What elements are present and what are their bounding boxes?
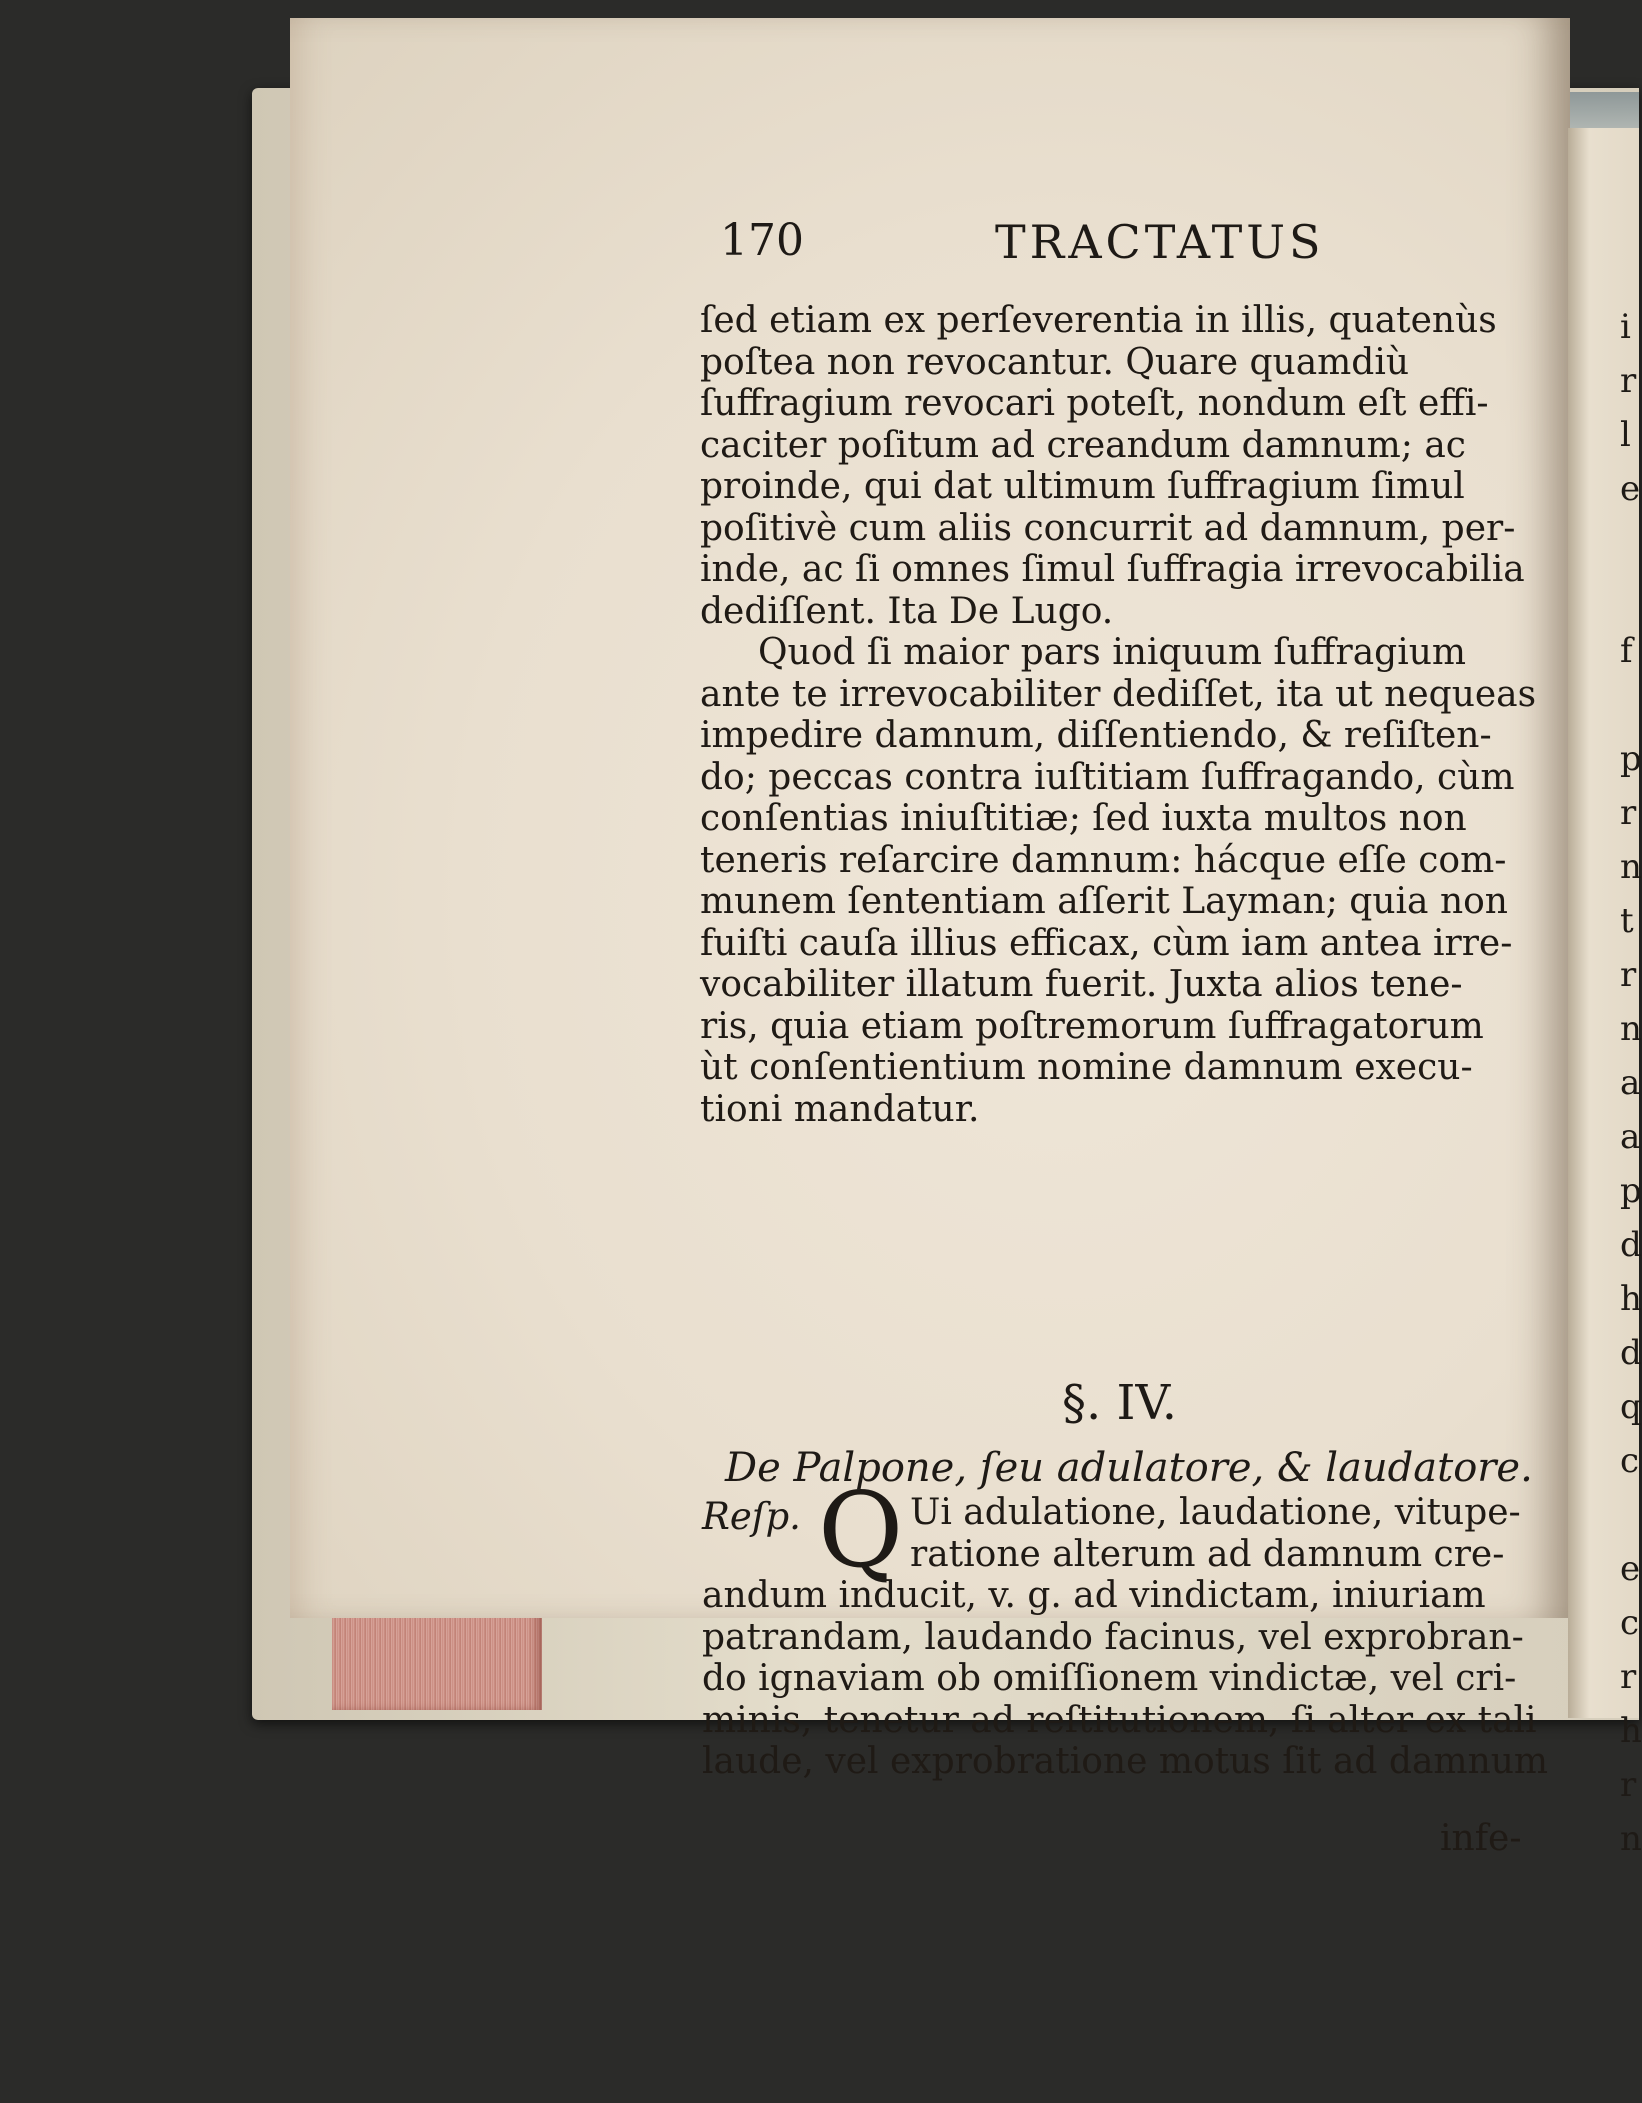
- page-number: 170: [720, 215, 804, 266]
- text-line: proinde, qui dat ultimum ſuffragium ſimul: [700, 466, 1465, 507]
- text-line: tioni mandatur.: [700, 1088, 980, 1130]
- text-line: dediſſent. Ita De Lugo.: [700, 590, 1114, 632]
- catchword: infe-: [1440, 1818, 1522, 1859]
- text-line: Quod ſi maior pars iniquum ſuffragium: [758, 632, 1467, 673]
- facing-page-letters: [1620, 300, 1642, 1866]
- paragraph-1: [700, 300, 1550, 1130]
- facing-page-letter: [1620, 678, 1639, 732]
- facing-page-letter: r: [1620, 361, 1637, 401]
- facing-page-letter: [1620, 1488, 1639, 1542]
- facing-page-letter: p: [1620, 739, 1642, 779]
- text-line: conſentias iniuſtitiæ; ſed iuxta multos non: [700, 798, 1467, 839]
- section-subtitle: De Palpone, ſeu adulatore, & laudatore.: [725, 1445, 1533, 1491]
- facing-page-letter: p: [1620, 1171, 1642, 1211]
- facing-page-letter: d: [1620, 1225, 1642, 1265]
- text-line: fuiſti cauſa illius efficax, cùm iam antea irre-: [700, 922, 1513, 964]
- facing-page-letter: f: [1620, 631, 1633, 671]
- facing-page-letter: c: [1620, 1603, 1640, 1643]
- text-line: ris, quia etiam poſtremorum ſuffragatorum: [700, 1005, 1484, 1047]
- facing-page-letter: n: [1620, 1009, 1642, 1049]
- facing-page-letter: t: [1620, 901, 1634, 941]
- paragraph-3: [702, 1492, 1549, 1783]
- facing-page-letter: r: [1620, 793, 1637, 833]
- text-line: Ui adulatione, laudatione, vitupe-: [910, 1492, 1521, 1533]
- text-line: do; peccas contra iuſtitiam ſuffragando, cùm: [700, 756, 1515, 798]
- facing-page-letter: h: [1620, 1279, 1642, 1319]
- response-label: Reſp.: [702, 1495, 801, 1538]
- facing-page-letter: l: [1620, 415, 1631, 455]
- text-line: poſitivè cum aliis concurrit ad damnum, per-: [700, 507, 1516, 549]
- facing-page-letter: i: [1620, 307, 1631, 347]
- facing-page-letter: n: [1620, 847, 1642, 887]
- facing-page-letter: r: [1620, 1657, 1637, 1697]
- facing-page-letter: a: [1620, 1063, 1641, 1103]
- text-line: teneris reſarcire damnum: hácque eſſe com-: [700, 839, 1507, 881]
- drop-cap: Q: [818, 1469, 904, 1591]
- facing-page-letter: e: [1620, 469, 1641, 509]
- facing-page-letter: c: [1620, 1441, 1640, 1481]
- running-head: TRACTATUS: [995, 215, 1325, 269]
- facing-page-letter: r: [1620, 1765, 1637, 1805]
- text-line: andum inducit, v. g. ad vindictam, iniuriam: [702, 1575, 1486, 1616]
- facing-page-letter: r: [1620, 955, 1637, 995]
- facing-page-letter: [1620, 570, 1639, 624]
- text-line: ſed etiam ex perſeverentia in illis, quatenùs: [700, 300, 1497, 341]
- text-line: ùt conſentientium nomine damnum execu-: [700, 1047, 1473, 1088]
- facing-page-letter: a: [1620, 1117, 1641, 1157]
- facing-page-letter: n: [1620, 1819, 1642, 1859]
- text-line: do ignaviam ob omiſſionem vindictæ, vel cri-: [702, 1658, 1517, 1699]
- text-line: poſtea non revocantur. Quare quamdiù: [700, 341, 1410, 383]
- facing-page-letter: d: [1620, 1333, 1642, 1373]
- facing-page-letter: h: [1620, 1711, 1642, 1751]
- facing-page-letter: [1620, 516, 1639, 570]
- section-heading: §. IV.: [1062, 1375, 1178, 1431]
- text-line: ante te irrevocabiliter dediſſet, ita ut nequeas: [700, 673, 1537, 715]
- text-line: minis, tenetur ad reſtitutionem, ſi alter ex tali: [702, 1699, 1537, 1741]
- text-line: caciter poſitum ad creandum damnum; ac: [700, 424, 1466, 466]
- text-line: munem ſententiam aſſerit Layman; quia non: [700, 881, 1508, 922]
- text-line: inde, ac ſi omnes ſimul ſuffragia irrevocabilia: [700, 549, 1525, 590]
- facing-page-letter: e: [1620, 1549, 1641, 1589]
- text-line: laude, vel exprobratione motus ſit ad damnum: [702, 1741, 1549, 1782]
- text-line: ratione alterum ad damnum cre-: [910, 1533, 1505, 1575]
- facing-page-letter: q: [1620, 1387, 1642, 1427]
- text-line: impedire damnum, diſſentiendo, & reſiſten-: [700, 715, 1492, 756]
- text-line: ſuffragium revocari poteſt, nondum eſt effi-: [700, 383, 1489, 424]
- text-line: patrandam, laudando facinus, vel exprobran-: [702, 1616, 1524, 1658]
- text-line: vocabiliter illatum fuerit. Juxta alios tene-: [700, 964, 1463, 1005]
